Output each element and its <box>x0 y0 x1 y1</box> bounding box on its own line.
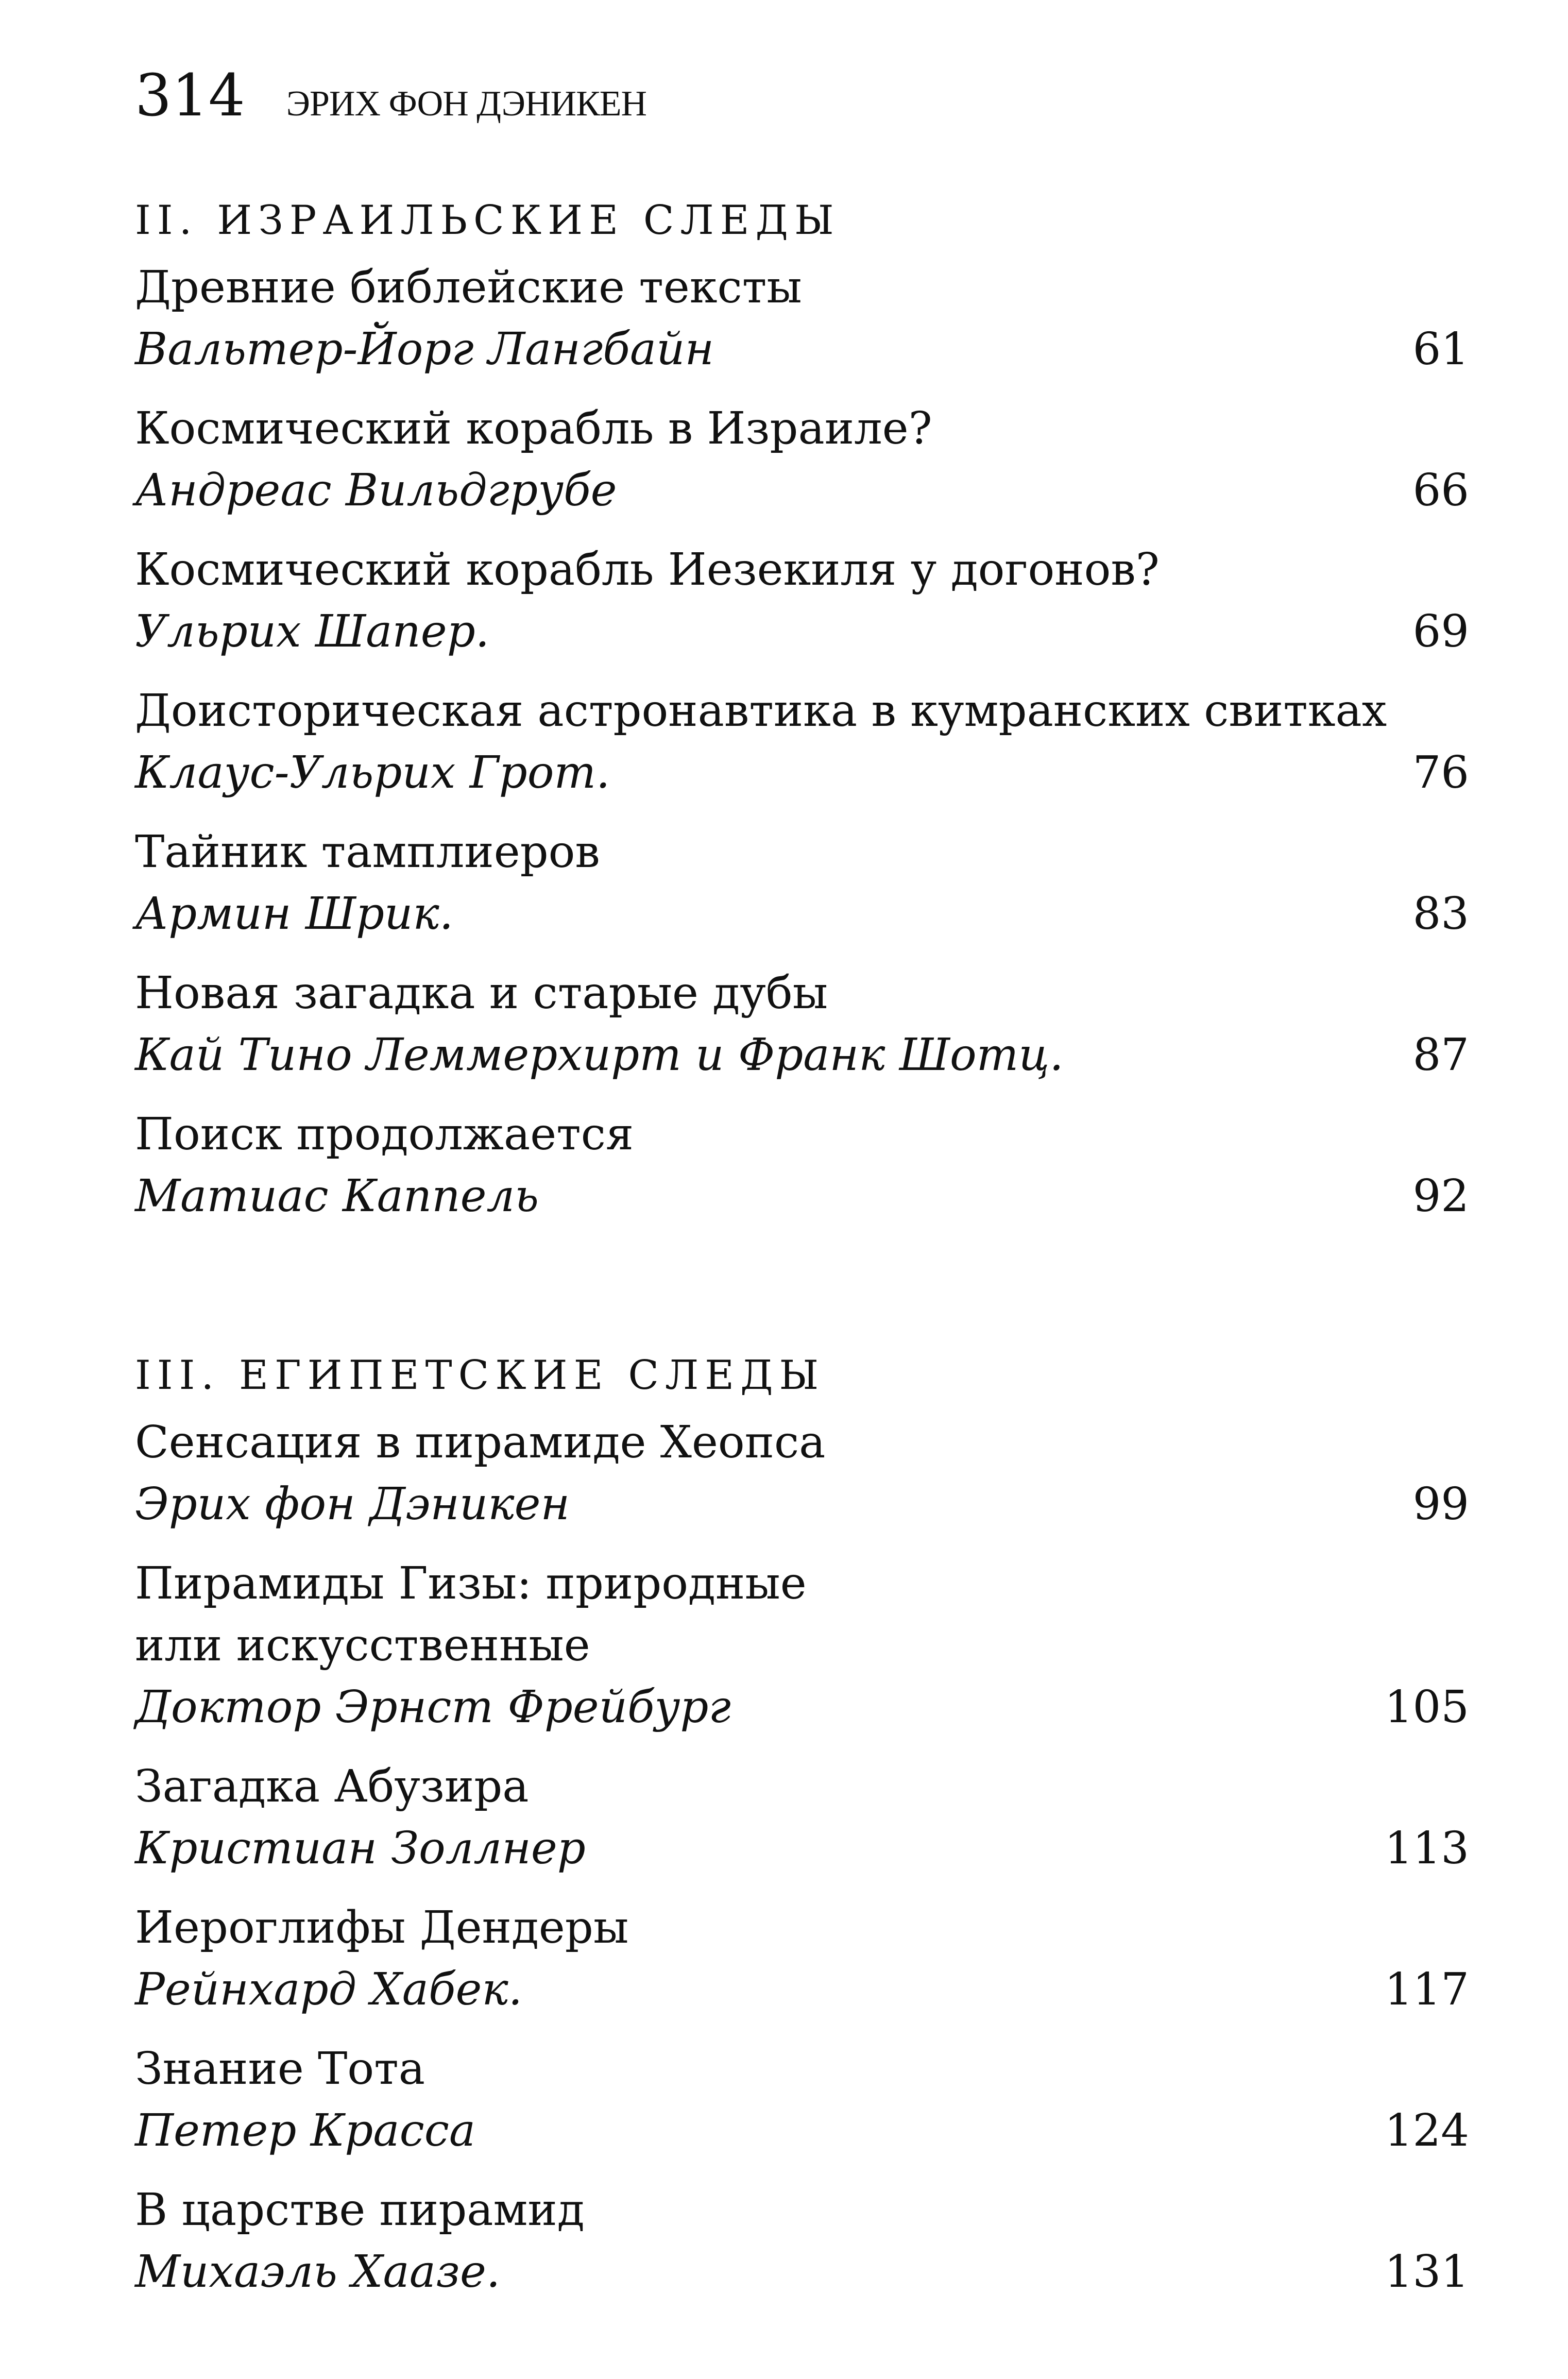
section-title: II. ИЗРАИЛЬСКИЕ СЛЕДЫ <box>135 197 840 244</box>
entry-page-number: 131 <box>1384 2246 1469 2298</box>
entry-title: Новая загадка и старые дубы <box>135 967 828 1019</box>
toc-section-egypt <box>135 1345 1469 2303</box>
entry-title: Тайник тамплиеров <box>135 826 600 878</box>
entry-author: Эрих фон Дэникен <box>135 1479 570 1530</box>
toc-entry <box>135 1553 1469 1738</box>
entry-page-number: 113 <box>1384 1823 1469 1874</box>
entry-page-number: 61 <box>1412 324 1469 375</box>
entry-author-row <box>135 1817 1469 1879</box>
entry-author-row <box>135 1165 1469 1227</box>
entry-page-number: 76 <box>1412 747 1469 798</box>
entry-page-number: 99 <box>1412 1479 1469 1530</box>
toc-entry <box>135 539 1469 662</box>
entry-author-row <box>135 1473 1469 1535</box>
entry-author: Вальтер-Йорг Лангбайн <box>135 324 714 375</box>
entry-author-row <box>135 742 1469 804</box>
entry-author-row <box>135 460 1469 521</box>
toc-entry <box>135 398 1469 521</box>
entry-author: Михаэль Хаазе. <box>135 2246 501 2298</box>
entry-author: Петер Красса <box>135 2105 476 2156</box>
entry-title: Пирамиды Гизы: природные <box>135 1558 807 1609</box>
toc-entry <box>135 1897 1469 2020</box>
entry-title: Сенсация в пирамиде Хеопса <box>135 1417 826 1468</box>
entry-page-number: 124 <box>1384 2105 1469 2156</box>
toc-entry <box>135 821 1469 945</box>
entry-title-continued: или искусственные <box>135 1620 590 1671</box>
entry-page-number: 69 <box>1412 606 1469 657</box>
entry-author: Кай Тино Леммерхирт и Франк Шотц. <box>135 1029 1064 1081</box>
entry-author: Рейнхард Хабек. <box>135 1964 523 2015</box>
entry-title: Знание Тота <box>135 2043 425 2095</box>
entry-author: Ульрих Шапер. <box>135 606 490 657</box>
toc-section-israel <box>135 190 1469 1227</box>
toc-entry <box>135 1756 1469 1879</box>
toc-entry <box>135 2179 1469 2303</box>
entry-author-row <box>135 1959 1469 2020</box>
entry-author-row <box>135 2241 1469 2303</box>
toc-entry <box>135 2038 1469 2162</box>
entry-author: Армин Шрик. <box>135 888 454 940</box>
toc-entry <box>135 257 1469 380</box>
toc-entry <box>135 962 1469 1086</box>
toc-entry <box>135 1103 1469 1227</box>
page-header <box>135 62 647 129</box>
entry-author: Кристиан Золлнер <box>135 1823 586 1874</box>
running-head: ЭРИХ ФОН ДЭНИКЕН <box>286 84 647 124</box>
entry-author-row <box>135 883 1469 945</box>
entry-page-number: 83 <box>1412 888 1469 940</box>
entry-author: Андреас Вильдгрубе <box>135 465 617 516</box>
page-number: 314 <box>135 62 245 129</box>
entry-title: Космический корабль в Израиле? <box>135 403 932 454</box>
entry-title: Поиск продолжается <box>135 1109 634 1160</box>
entry-title: Иероглифы Дендеры <box>135 1902 629 1953</box>
entry-page-number: 117 <box>1384 1964 1469 2015</box>
entry-author-row <box>135 318 1469 380</box>
entry-page-number: 92 <box>1412 1170 1469 1222</box>
entry-page-number: 105 <box>1384 1681 1469 1733</box>
entry-author: Матиас Каппель <box>135 1170 539 1222</box>
entry-author-row <box>135 2100 1469 2162</box>
entry-title: В царстве пирамид <box>135 2184 585 2236</box>
entry-title: Древние библейские тексты <box>135 262 802 313</box>
entry-title: Доисторическая астронавтика в кумранских свитках <box>135 685 1387 737</box>
entry-author-row <box>135 601 1469 662</box>
toc-entry <box>135 1412 1469 1535</box>
entry-title: Космический корабль Иезекиля у догонов? <box>135 544 1160 596</box>
section-title: III. ЕГИПЕТСКИЕ СЛЕДЫ <box>135 1352 825 1399</box>
entry-page-number: 87 <box>1412 1029 1469 1081</box>
entry-author-row <box>135 1024 1469 1086</box>
entry-title: Загадка Абузира <box>135 1761 529 1812</box>
entry-author: Клаус-Ульрих Грот. <box>135 747 610 798</box>
entry-author-row <box>135 1676 1469 1738</box>
entry-page-number: 66 <box>1412 465 1469 516</box>
toc-entry <box>135 680 1469 804</box>
entry-author: Доктор Эрнст Фрейбург <box>135 1681 731 1733</box>
